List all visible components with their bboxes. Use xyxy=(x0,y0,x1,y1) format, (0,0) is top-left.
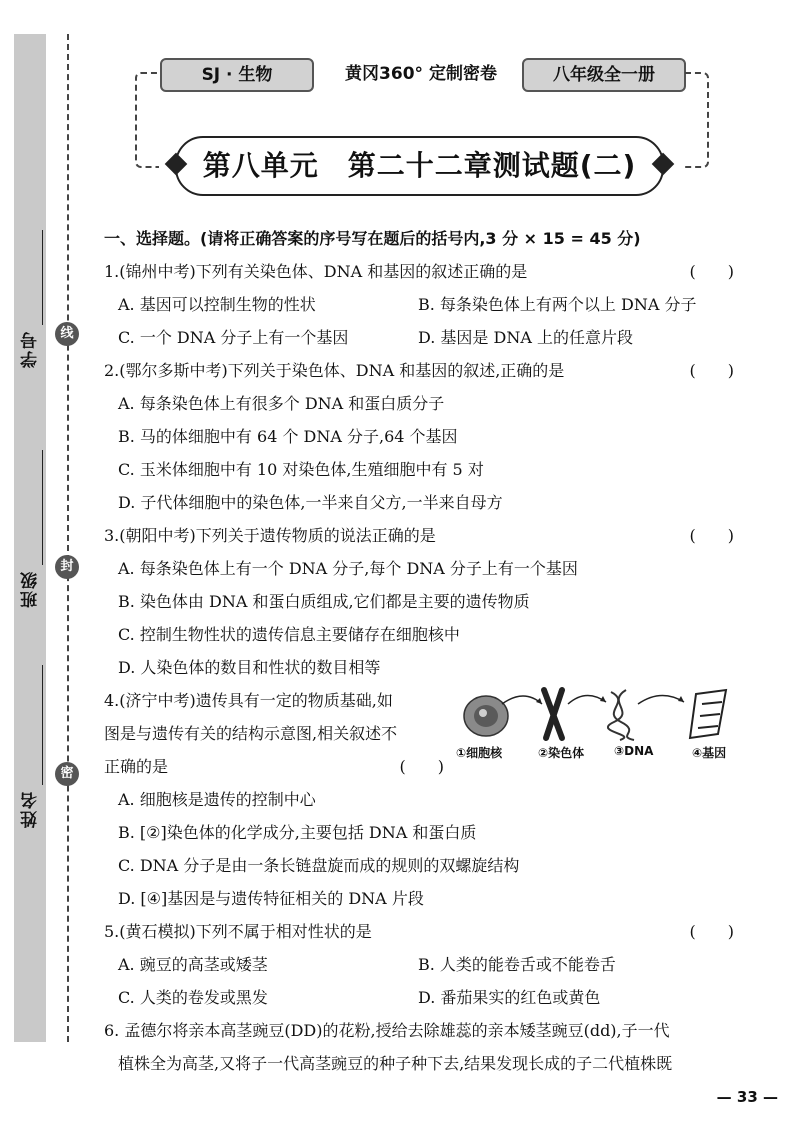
dna-helix-icon xyxy=(608,690,634,740)
question-6-line-2: 植株全为高茎,又将子一代高茎豌豆的种子种下去,结果发现长成的子二代植株既 xyxy=(118,1054,673,1073)
seal-seal-marker: 封 xyxy=(55,555,79,579)
option-d[interactable]: D. 子代体细胞中的染色体,一半来自父方,一半来自母方 xyxy=(118,493,503,512)
question-1-text: 1.(锦州中考)下列有关染色体、DNA 和基因的叙述正确的是 xyxy=(104,262,528,281)
option-a[interactable]: A. 基因可以控制生物的性状 xyxy=(118,295,316,314)
option-a[interactable]: A. 每条染色体上有很多个 DNA 和蛋白质分子 xyxy=(118,394,445,413)
option-c[interactable]: C. 人类的卷发或黑发 xyxy=(118,988,268,1007)
exam-content xyxy=(104,222,744,1080)
figure-label-chromosome: ②染色体 xyxy=(538,746,585,760)
question-3-stem xyxy=(104,519,744,552)
class-field[interactable] xyxy=(42,450,43,565)
subject-badge: SJ · 生物 xyxy=(160,58,314,92)
header-row xyxy=(160,56,685,92)
seal-line-marker: 线 xyxy=(55,322,79,346)
student-id-field[interactable] xyxy=(42,230,43,325)
name-field[interactable] xyxy=(42,665,43,785)
header-connector-left xyxy=(135,72,159,168)
arrow-icon xyxy=(638,695,684,704)
option-d[interactable]: D. [④]基因是与遗传特征相关的 DNA 片段 xyxy=(118,889,424,908)
title-banner xyxy=(175,136,664,196)
question-1-options-cd xyxy=(104,321,744,354)
gene-icon xyxy=(690,690,726,738)
section-title: 一、选择题。(请将正确答案的序号写在题后的括号内,3 分 × 15 = 45 分) xyxy=(104,229,641,248)
header-connector-right xyxy=(685,72,709,168)
option-b[interactable]: B. 马的体细胞中有 64 个 DNA 分子,64 个基因 xyxy=(118,427,458,446)
option-c[interactable]: C. DNA 分子是由一条长链盘旋而成的规则的双螺旋结构 xyxy=(118,856,520,875)
grade-badge: 八年级全一册 xyxy=(522,58,686,92)
answer-bracket[interactable]: ( ) xyxy=(689,526,734,545)
option-c[interactable]: C. 玉米体细胞中有 10 对染色体,生殖细胞中有 5 对 xyxy=(118,460,484,479)
heredity-diagram xyxy=(456,684,746,744)
option-a[interactable]: A. 细胞核是遗传的控制中心 xyxy=(118,790,316,809)
heredity-structure-figure xyxy=(456,684,746,776)
option-a[interactable]: A. 豌豆的高茎或矮茎 xyxy=(118,955,268,974)
question-4 xyxy=(104,684,744,915)
answer-bracket[interactable]: ( ) xyxy=(399,757,444,776)
class-label: 班级 xyxy=(21,570,41,608)
question-5-text: 5.(黄石模拟)下列不属于相对性状的是 xyxy=(104,922,372,941)
question-5-options-ab xyxy=(104,948,744,981)
question-4-text: 正确的是 xyxy=(104,757,169,776)
question-4-stem-line-1: 4.(济宁中考)遗传具有一定的物质基础,如 xyxy=(104,691,393,710)
option-b[interactable]: B. [②]染色体的化学成分,主要包括 DNA 和蛋白质 xyxy=(118,823,477,842)
answer-bracket[interactable]: ( ) xyxy=(689,361,734,380)
option-a[interactable]: A. 每条染色体上有一个 DNA 分子,每个 DNA 分子上有一个基因 xyxy=(118,559,578,578)
figure-label-dna: ③DNA xyxy=(614,744,654,758)
option-d[interactable]: D. 人染色体的数目和性状的数目相等 xyxy=(118,658,381,677)
option-b[interactable]: B. 染色体由 DNA 和蛋白质组成,它们都是主要的遗传物质 xyxy=(118,592,530,611)
figure-label-gene: ④基因 xyxy=(692,746,727,760)
question-1-options-ab xyxy=(104,288,744,321)
option-d[interactable]: D. 番茄果实的红色或黄色 xyxy=(418,988,601,1007)
student-id-label: 学号 xyxy=(21,330,41,368)
question-5-options-cd xyxy=(104,981,744,1014)
series-name: 黄冈360° 定制密卷 xyxy=(345,64,497,84)
question-4-stem-line-3 xyxy=(104,750,444,783)
answer-bracket[interactable]: ( ) xyxy=(689,262,734,281)
option-b[interactable]: B. 人类的能卷舌或不能卷舌 xyxy=(418,955,616,974)
figure-label-nucleus: ①细胞核 xyxy=(456,746,503,760)
question-6-line-1: 6. 孟德尔将亲本高茎豌豆(DD)的花粉,授给去除雄蕊的亲本矮茎豌豆(dd),子一代 xyxy=(104,1021,670,1040)
arrow-icon xyxy=(568,695,606,704)
page-title: 第八单元 第二十二章测试题(二) xyxy=(202,149,637,182)
option-c[interactable]: C. 一个 DNA 分子上有一个基因 xyxy=(118,328,349,347)
question-2-text: 2.(鄂尔多斯中考)下列关于染色体、DNA 和基因的叙述,正确的是 xyxy=(104,361,565,380)
chromosome-icon xyxy=(544,690,562,738)
question-1-stem xyxy=(104,255,744,288)
option-d[interactable]: D. 基因是 DNA 上的任意片段 xyxy=(418,328,633,347)
page-number: — 33 — xyxy=(716,1088,778,1106)
arrow-icon xyxy=(502,696,542,704)
binding-dashed-line xyxy=(67,34,69,1042)
option-b[interactable]: B. 每条染色体上有两个以上 DNA 分子 xyxy=(418,295,697,314)
nucleus-inner-icon xyxy=(474,705,498,727)
name-label: 姓名 xyxy=(21,790,41,828)
question-5-stem xyxy=(104,915,744,948)
option-c[interactable]: C. 控制生物性状的遗传信息主要储存在细胞核中 xyxy=(118,625,460,644)
seal-secret-marker: 密 xyxy=(55,762,79,786)
question-3-text: 3.(朝阳中考)下列关于遗传物质的说法正确的是 xyxy=(104,526,436,545)
answer-bracket[interactable]: ( ) xyxy=(689,922,734,941)
question-4-stem-line-2: 图是与遗传有关的结构示意图,相关叙述不 xyxy=(104,724,398,743)
question-2-stem xyxy=(104,354,744,387)
